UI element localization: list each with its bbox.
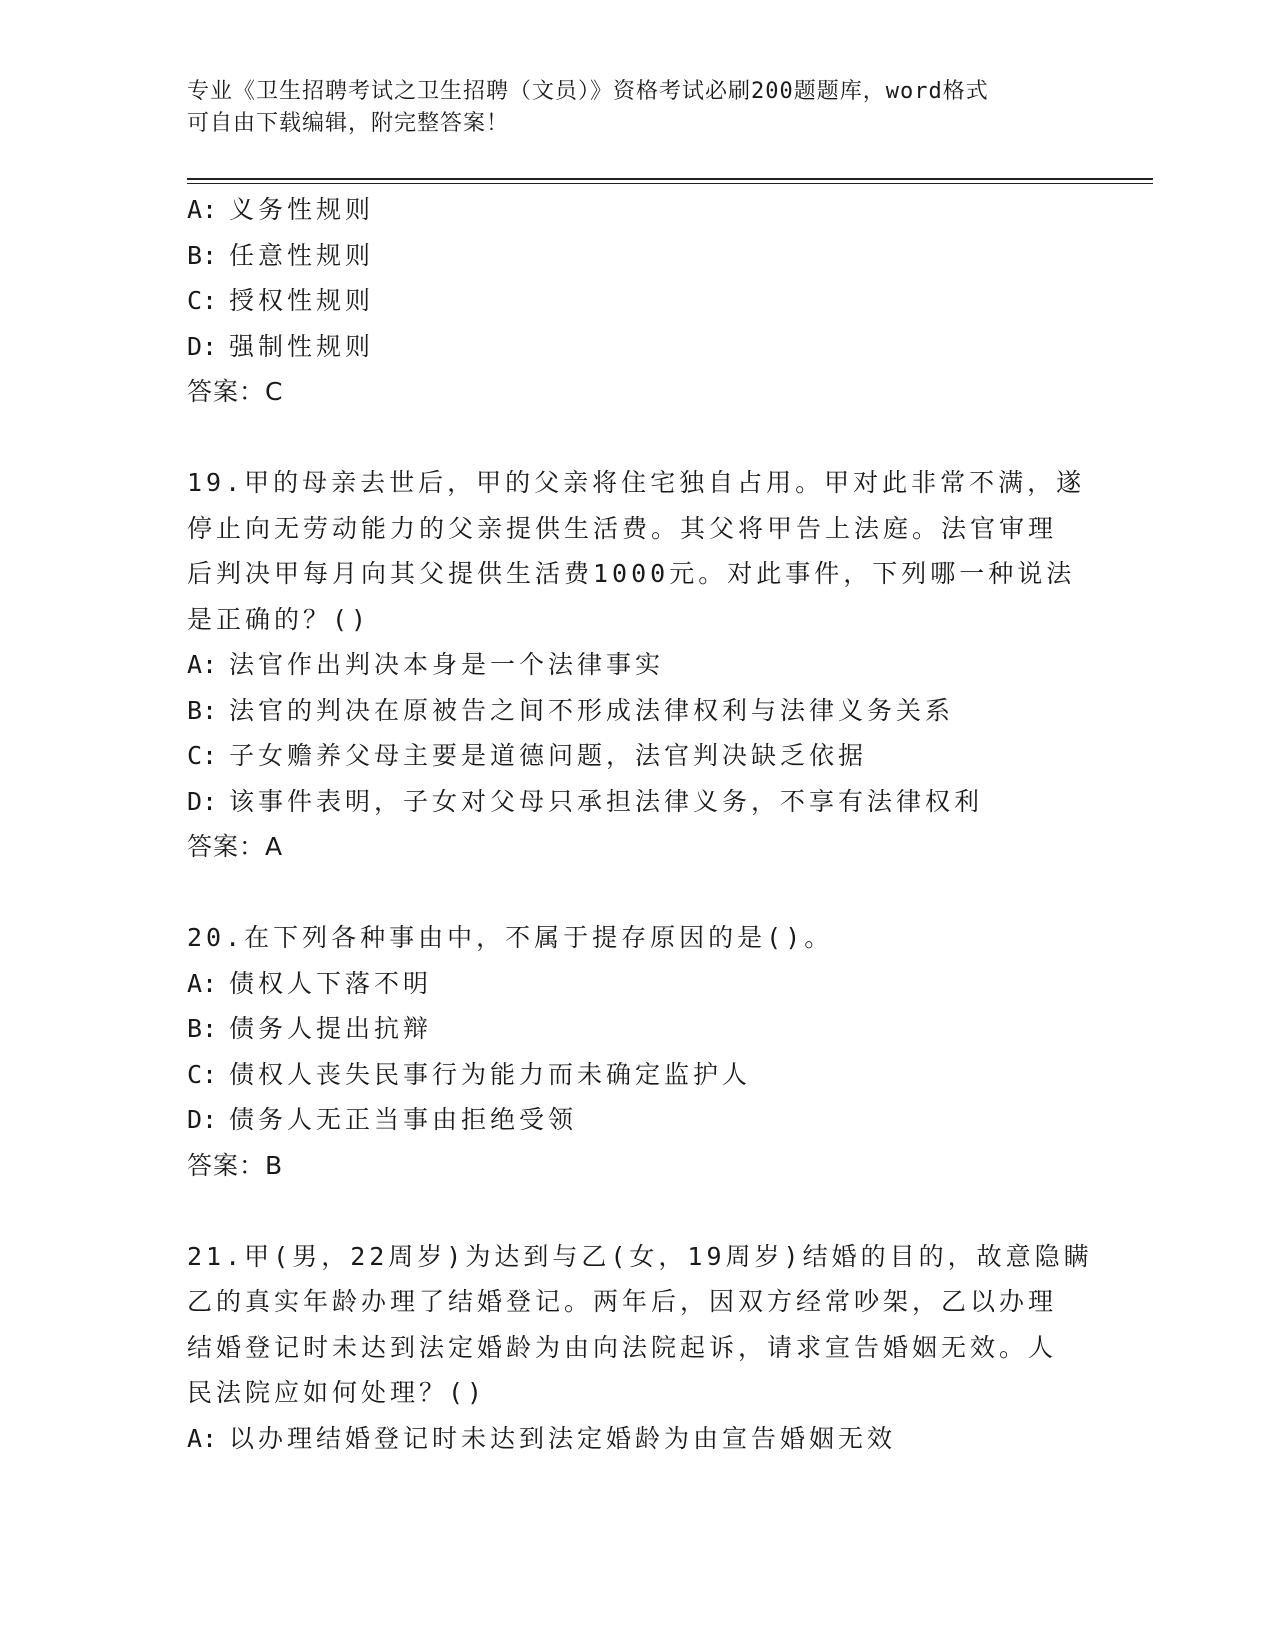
question-stem-line: 19.甲的母亲去世后，甲的父亲将住宅独自占用。甲对此非常不满，遂	[187, 468, 1086, 497]
option-c: C: 子女赡养父母主要是道德问题，法官判决缺乏依据	[187, 741, 868, 770]
option-a: A: 债权人下落不明	[187, 968, 433, 998]
option-c: C: 债权人丧失民事行为能力而未确定监护人	[187, 1059, 752, 1089]
option-a: A: 以办理结婚登记时未达到法定婚龄为由宣告婚姻无效	[187, 1423, 897, 1453]
option-c: C: 授权性规则	[187, 286, 375, 315]
question-stem-line: 是正确的？()	[187, 604, 371, 634]
header-line-2: 可自由下载编辑，附完整答案！	[187, 111, 510, 136]
question-stem-line: 停止向无劳动能力的父亲提供生活费。其父将甲告上法庭。法官审理	[187, 513, 1058, 543]
question-21	[187, 1234, 1093, 1462]
answer: 答案：A	[187, 832, 284, 861]
question-stem-line: 民法院应如何处理？()	[187, 1378, 487, 1407]
answer: 答案：B	[187, 1150, 284, 1180]
spacer	[187, 870, 1087, 916]
question-stem-line: 乙的真实年龄办理了结婚登记。两年后，因双方经常吵架，乙以办理	[187, 1287, 1058, 1316]
option-a: A: 义务性规则	[187, 195, 375, 224]
document-header	[187, 76, 1087, 140]
option-d: D: 强制性规则	[187, 331, 375, 361]
header-rule-thin	[187, 183, 1153, 184]
question-stem-line: 结婚登记时未达到法定婚龄为由向法院起诉，请求宣告婚姻无效。人	[187, 1332, 1058, 1362]
question-18	[187, 187, 1087, 415]
answer: 答案：C	[187, 377, 284, 406]
spacer	[187, 1188, 1087, 1234]
header-line-1: 专业《卫生招聘考试之卫生招聘（文员）》资格考试必刷200题题库，word格式	[187, 79, 989, 104]
question-stem-line: 21.甲(男，22周岁)为达到与乙(女，19周岁)结婚的目的，故意隐瞒	[187, 1241, 1093, 1271]
question-stem-line: 后判决甲每月向其父提供生活费1000元。对此事件，下列哪一种说法	[187, 559, 1076, 588]
question-20	[187, 915, 1087, 1188]
question-19	[187, 460, 1087, 870]
option-b: B: 法官的判决在原被告之间不形成法律权利与法律义务关系	[187, 695, 955, 725]
option-d: D: 债务人无正当事由拒绝受领	[187, 1105, 578, 1134]
option-d: D: 该事件表明，子女对父母只承担法律义务，不享有法律权利	[187, 786, 984, 816]
header-rule-thick	[187, 178, 1153, 180]
question-stem-line: 20.在下列各种事由中，不属于提存原因的是()。	[187, 923, 834, 952]
option-a: A: 法官作出判决本身是一个法律事实	[187, 650, 665, 679]
question-list	[187, 187, 1093, 1461]
spacer	[187, 415, 1087, 461]
option-b: B: 债务人提出抗辩	[187, 1014, 433, 1043]
option-b: B: 任意性规则	[187, 240, 375, 270]
